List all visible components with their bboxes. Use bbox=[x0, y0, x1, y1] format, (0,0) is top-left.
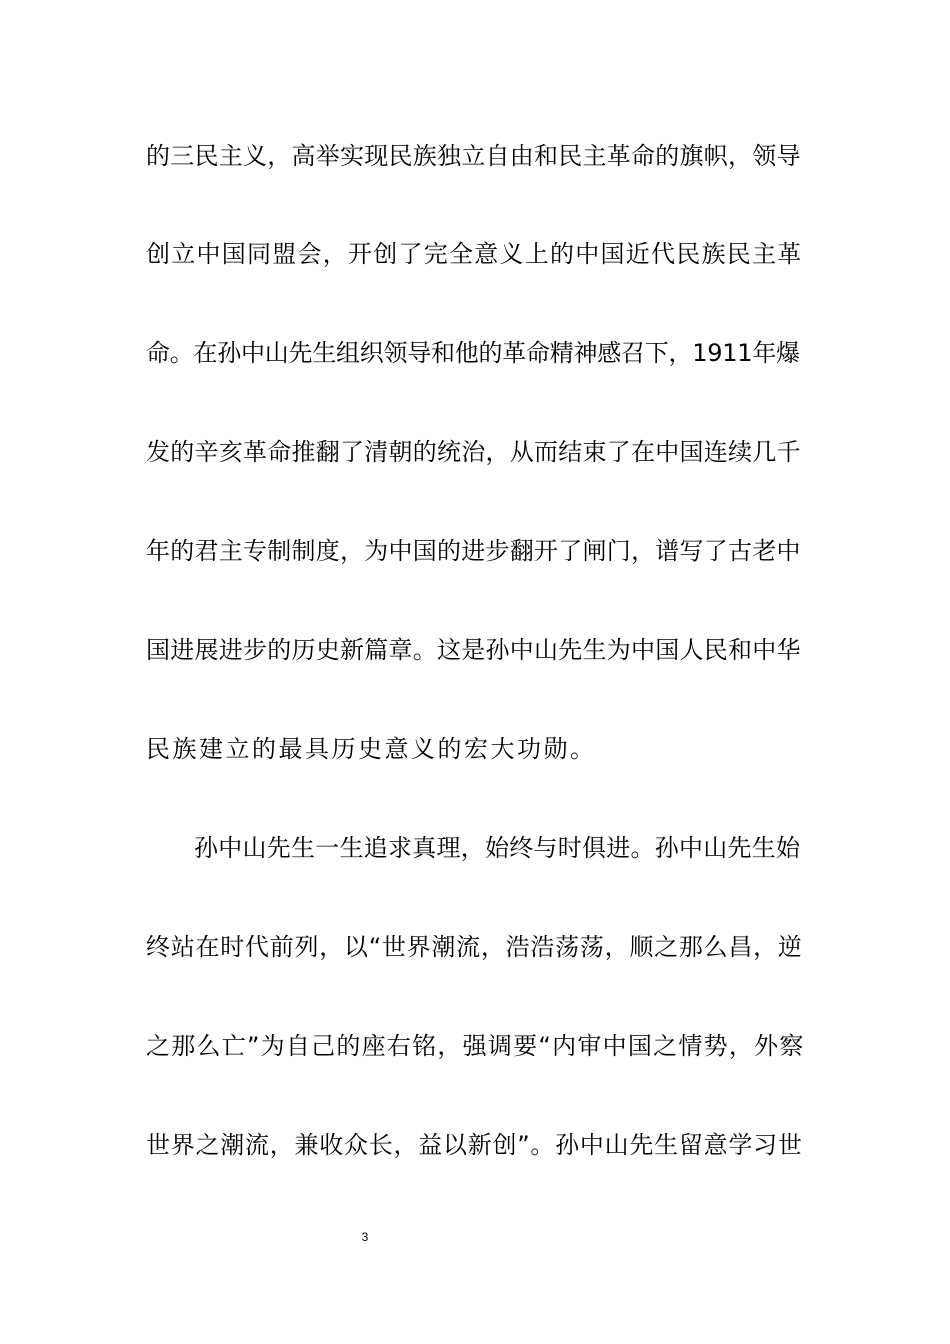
paragraph-line: 发的辛亥革命推翻了清朝的统治，从而结束了在中国连续几千 bbox=[146, 438, 801, 466]
paragraph-line: 之那么亡”为自己的座右铭，强调要“内审中国之情势，外察 bbox=[146, 1032, 805, 1060]
paragraph-line: 国进展进步的历史新篇章。这是孙中山先生为中国人民和中华 bbox=[146, 636, 801, 664]
paragraph-first-line: 孙中山先生一生追求真理，始终与时俱进。孙中山先生始 bbox=[194, 834, 801, 862]
paragraph-line: 命。在孙中山先生组织领导和他的革命精神感召下，1911年爆 bbox=[146, 339, 800, 367]
page-number: 3 bbox=[361, 1230, 369, 1244]
paragraph-line: 年的君主专制制度，为中国的进步翻开了闸门，谱写了古老中 bbox=[146, 537, 801, 565]
paragraph-line: 终站在时代前列，以“世界潮流，浩浩荡荡，顺之那么昌，逆 bbox=[146, 933, 803, 961]
paragraph-line: 的三民主义，高举实现民族独立自由和民主革命的旗帜，领导 bbox=[146, 142, 801, 170]
paragraph-line: 民族建立的最具历史意义的宏大功勋。 bbox=[146, 735, 597, 763]
paragraph-line: 世界之潮流，兼收众长，益以新创”。孙中山先生留意学习世 bbox=[146, 1131, 803, 1159]
paragraph-line: 创立中国同盟会，开创了完全意义上的中国近代民族民主革 bbox=[146, 240, 803, 268]
